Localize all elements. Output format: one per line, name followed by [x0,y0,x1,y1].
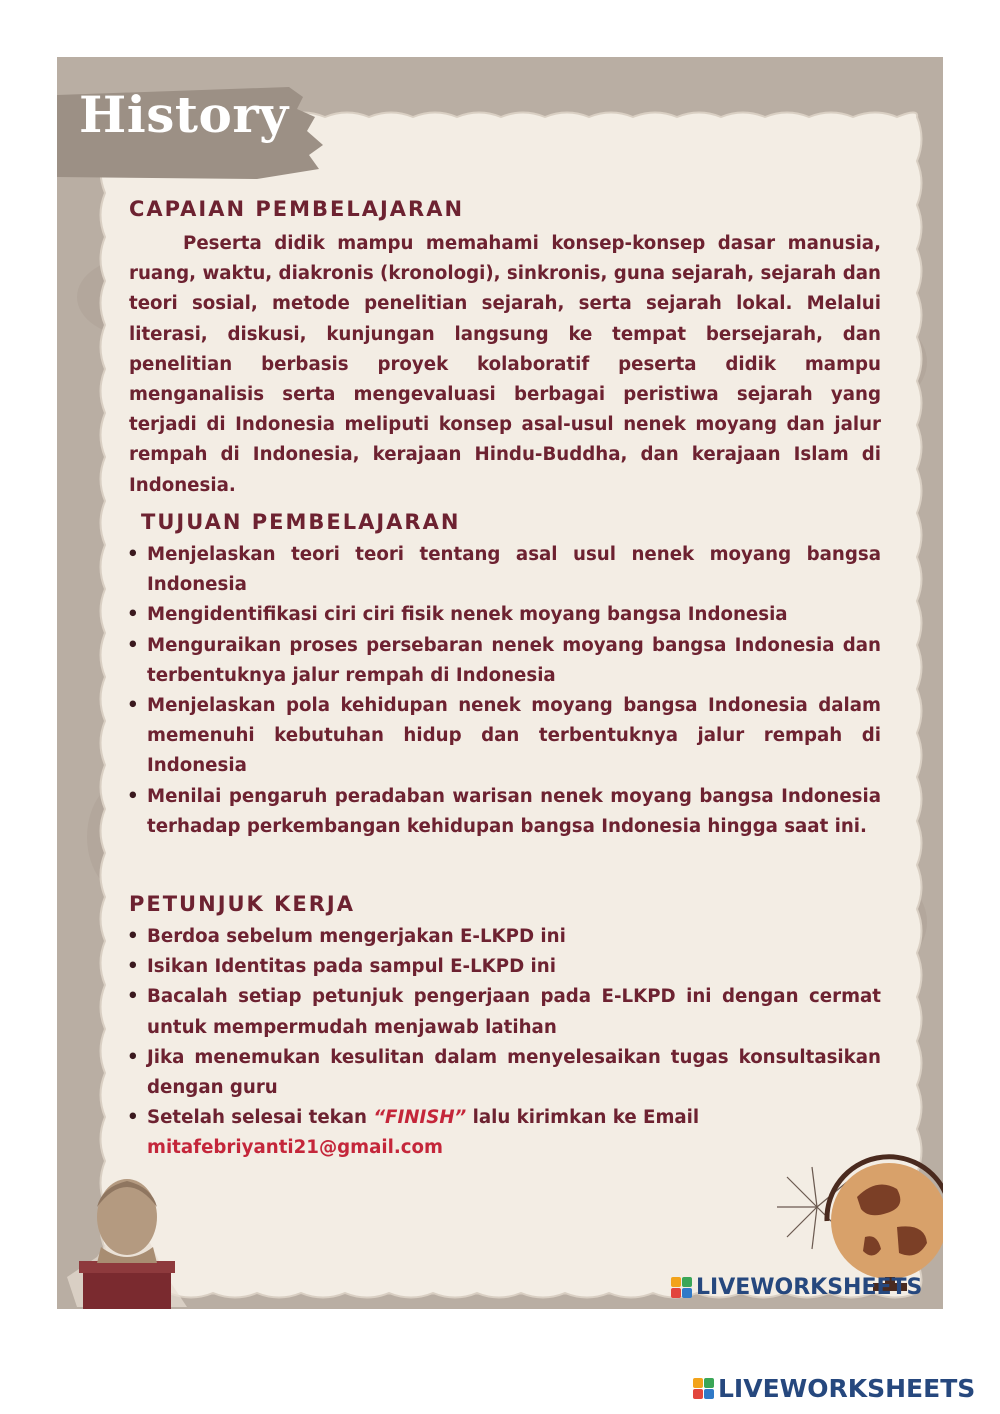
tujuan-title: TUJUAN PEMBELAJARAN [141,510,461,534]
capaian-section [129,197,881,501]
statue-bust-illustration [57,1157,197,1309]
petunjuk-title: PETUNJUK KERJA [129,892,355,916]
list-item: • Isikan Identitas pada sampul E-LKPD ini [147,952,881,982]
list-item: • Berdoa sebelum mengerjakan E-LKPD ini [147,922,881,952]
list-item: • Menilai pengaruh peradaban warisan nenek moyang bangsa Indonesia terhadap perkembangan kehidupan bangsa Indonesia hingga saat ini. [147,782,881,842]
list-item: • Mengidentifikasi ciri ciri fisik nenek moyang bangsa Indonesia [147,600,881,630]
finish-suffix: lalu kirimkan ke Email [466,1107,700,1129]
worksheet-page [57,57,943,1309]
petunjuk-list [129,922,881,1164]
logo-text: LIVEWORKSHEETS [696,1275,923,1300]
liveworksheets-mark-icon [671,1277,692,1298]
list-item: • Menjelaskan pola kehidupan nenek moyang bangsa Indonesia dalam memenuhi kebutuhan hidup dan terbentuknya jalur rempah di Indonesia [147,691,881,782]
petunjuk-section [129,892,881,1164]
list-item: • Menguraikan proses persebaran nenek moyang bangsa Indonesia dan terbentuknya jalur rempah di Indonesia [147,631,881,691]
finish-prefix: Setelah selesai tekan [147,1107,374,1129]
liveworksheets-logo[interactable] [693,1374,975,1403]
tujuan-section [129,510,881,842]
liveworksheets-logo-inner [671,1275,922,1300]
email-address[interactable]: mitafebriyanti21@gmail.com [147,1137,443,1159]
capaian-title: CAPAIAN PEMBELAJARAN [129,197,465,221]
tujuan-list [129,540,881,842]
liveworksheets-mark-icon [693,1378,714,1399]
finish-keyword: “FINISH” [373,1107,467,1129]
list-item: • Menjelaskan teori teori tentang asal usul nenek moyang bangsa Indonesia [147,540,881,600]
list-item: • Bacalah setiap petunjuk pengerjaan pada E-LKPD ini dengan cermat untuk mempermudah menjawab latihan [147,982,881,1042]
capaian-text: Peserta didik mampu memahami konsep-konsep dasar manusia, ruang, waktu, diakronis (kronologi), sinkronis, guna sejarah, sejarah dan teori sosial, metode penelitian sejarah, serta sejarah lokal. Melalui literasi, diskusi, kunjungan langsung ke tempat bersejarah, dan penelitian berbasis proyek kolaboratif peserta didik mampu menganalisis serta mengevaluasi berbagai peristiwa sejarah yang terjadi di Indonesia meliputi konsep asal-usul nenek moyang dan jalur rempah di Indonesia, kerajaan Hindu-Buddha, dan kerajaan Islam di Indonesia. [129,233,881,496]
logo-text: LIVEWORKSHEETS [718,1374,976,1403]
list-item: • Jika menemukan kesulitan dalam menyelesaikan tugas konsultasikan dengan guru [147,1043,881,1103]
page-title: History [79,85,289,144]
